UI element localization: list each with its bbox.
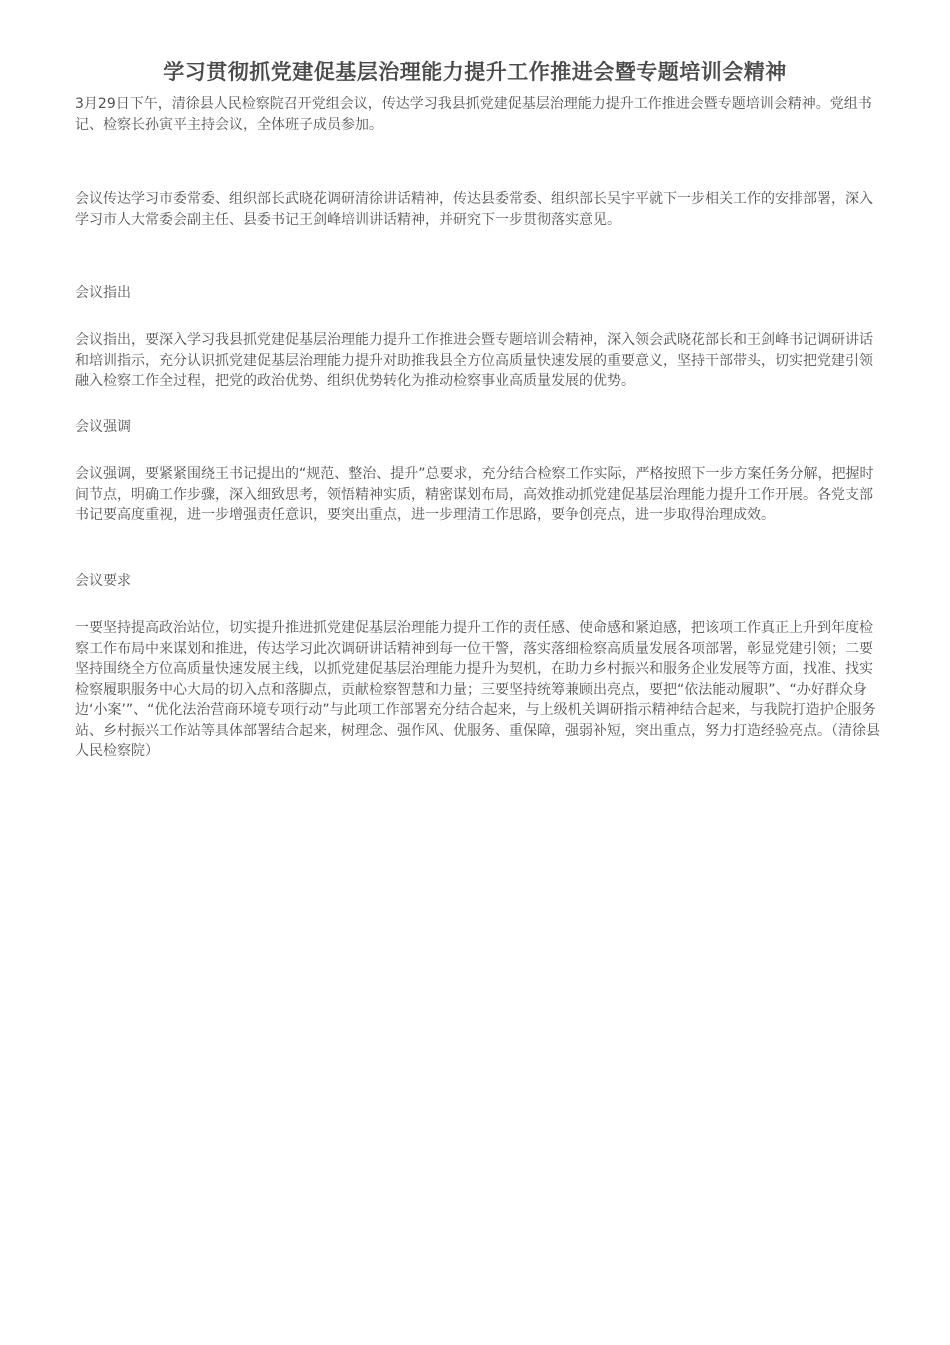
intro-paragraph: 3月29日下午，清徐县人民检察院召开党组会议，传达学习我县抓党建促基层治理能力提升工作推进会暨专题培训会精神。党组书记、检察长孙寅平主持会议，全体班子成员参加。 — [75, 96, 872, 133]
pointed-out-paragraph: 会议指出，要深入学习我县抓党建促基层治理能力提升工作推进会暨专题培训会精神，深入领会武晓花部长和王剑峰书记调研讲话和培训指示，充分认识抓党建促基层治理能力提升对助推我县全方位高质量快速发展的重要意义，坚持干部带头，切实把党建引领融入检察工作全过程，把党的政治优势、组织优势转化为推动检察事业高质量发展的优势。 — [75, 332, 873, 389]
emphasized-paragraph: 会议强调，要紧紧围绕王书记提出的“规范、整治、提升”总要求，充分结合检察工作实际，严格按照下一步方案任务分解，把握时间节点，明确工作步骤，深入细致思考，领悟精神实质，精密谋划布局，高效推动抓党建促基层治理能力提升工作开展。各党支部书记要高度重视，进一步增强责任意识，要突出重点，进一步理清工作思路，要争创亮点，进一步取得治理成效。 — [75, 466, 874, 523]
section-heading-requirements: 会议要求 — [75, 573, 131, 589]
section-heading-pointed-out: 会议指出 — [75, 285, 131, 301]
page-title: 学习贯彻抓党建促基层治理能力提升工作推进会暨专题培训会精神 — [163, 60, 787, 85]
content-paragraph: 会议传达学习市委常委、组织部长武晓花调研清徐讲话精神，传达县委常委、组织部长吴宇平就下一步相关工作的安排部署，深入学习市人大常委会副主任、县委书记王剑峰培训讲话精神，并研究下一步贯彻落实意见。 — [75, 191, 873, 228]
section-heading-emphasized: 会议强调 — [75, 419, 131, 435]
requirements-paragraph: 一要坚持提高政治站位，切实提升推进抓党建促基层治理能力提升工作的责任感、使命感和紧迫感，把该项工作真正上升到年度检察工作布局中来谋划和推进，传达学习此次调研讲话精神到每一位干警，落实落细检察高质量发展各项部署，彰显党建引领；二要坚持围绕全方位高质量快速发展主线，以抓党建促基层治理能力提升为契机，在助力乡村振兴和服务企业发展等方面，找准、找实检察履职服务中心大局的切入点和落脚点，贡献检察智慧和力量；三要坚持统筹兼顾出亮点，要把“依法能动履职”、“办好群众身边‘小案’”、“优化法治营商环境专项行动”与此项工作部署充分结合起来，与上级机关调研指示精神结合起来，与我院打造护企服务站、乡村振兴工作站等具体部署结合起来，树理念、强作风、优服务、重保障，强弱补短，突出重点，努力打造经验亮点。（清徐县人民检察院） — [75, 620, 880, 759]
